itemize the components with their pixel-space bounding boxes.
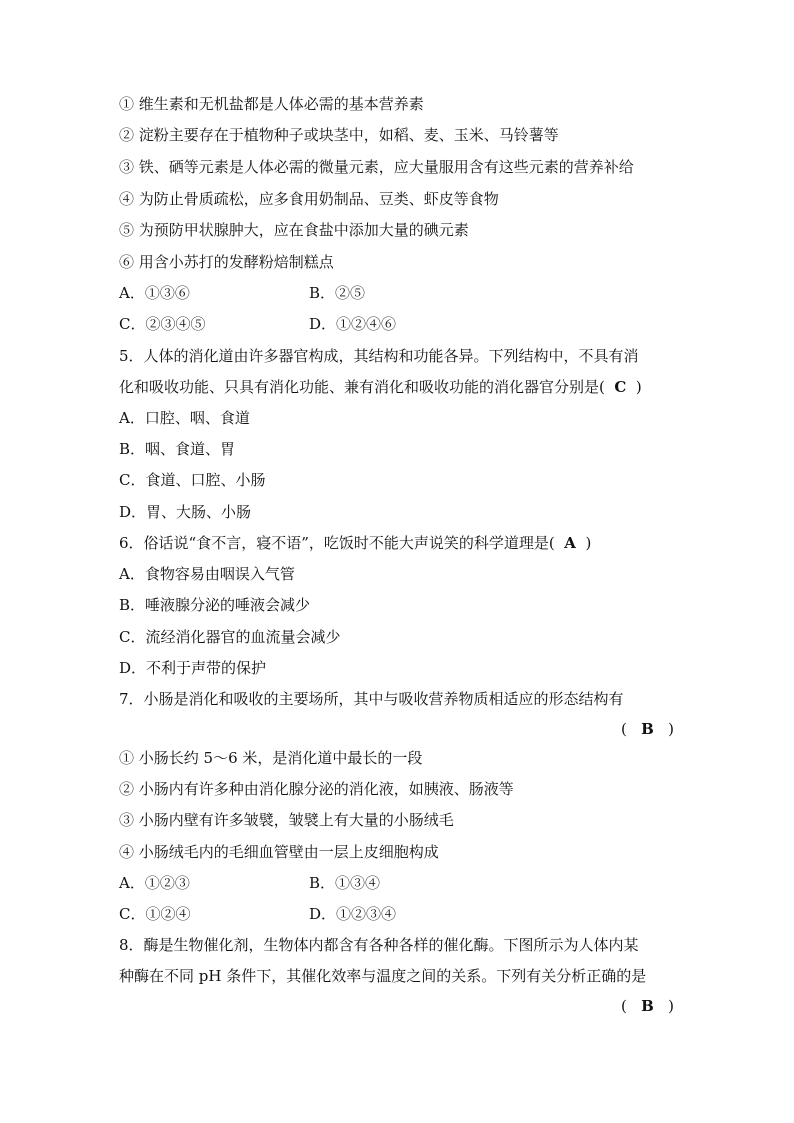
q7-answer: B: [641, 720, 654, 738]
q7-open-paren: (: [620, 720, 627, 738]
q7-options-row-2: [119, 904, 679, 924]
q6-option-c: C．流经消化器官的血流量会减少: [119, 628, 341, 646]
q4-item-6: ⑥ 用含小苏打的发酵粉焙制糕点: [119, 253, 334, 271]
q7-item-4: ④ 小肠绒毛内的毛细血管壁由一层上皮细胞构成: [119, 843, 439, 861]
q7-option-d: D．①②③④: [309, 905, 397, 923]
q4-option-b: B．②⑤: [309, 284, 366, 302]
q7-close-paren: ): [668, 720, 674, 738]
q7-option-c: C．①②④: [119, 905, 191, 923]
q4-item-4: ④ 为防止骨质疏松，应多食用奶制品、豆类、虾皮等食物: [119, 190, 499, 208]
q8-answer: B: [641, 997, 654, 1015]
q7-option-b: B．①③④: [309, 874, 381, 892]
q5-answer: C: [614, 378, 627, 396]
q7-item-2: ② 小肠内有许多种由消化腺分泌的消化液，如胰液、肠液等: [119, 780, 514, 798]
q8-answer-bracket: [119, 996, 674, 1016]
q6-stem: [119, 533, 679, 553]
q6-option-a: A．食物容易由咽误入气管: [119, 565, 295, 583]
q5-option-b: B．咽、食道、胃: [119, 440, 236, 458]
q6-answer: A: [564, 534, 576, 552]
q4-item-1: ① 维生素和无机盐都是人体必需的基本营养素: [119, 95, 424, 113]
q4-option-c: C．②③④⑤: [119, 315, 206, 333]
q7-answer-bracket: [119, 719, 674, 739]
q7-item-3: ③ 小肠内壁有许多皱襞，皱襞上有大量的小肠绒毛: [119, 811, 454, 829]
q4-option-a: A．①③⑥: [119, 284, 190, 302]
q5-option-c: C．食道、口腔、小肠: [119, 471, 266, 489]
q5-option-a: A．口腔、咽、食道: [119, 409, 250, 427]
q7-stem: 7．小肠是消化和吸收的主要场所，其中与吸收营养物质相适应的形态结构有: [119, 690, 624, 708]
q4-item-5: ⑤ 为预防甲状腺肿大，应在食盐中添加大量的碘元素: [119, 221, 469, 239]
q4-option-d: D．①②④⑥: [309, 315, 397, 333]
q6-close-paren: ): [585, 534, 592, 552]
q5-stem-text: 化和吸收功能、只具有消化功能、兼有消化和吸收功能的消化器官分别是(: [119, 378, 605, 396]
q6-stem-text: 6．俗话说“食不言，寝不语”，吃饭时不能大声说笑的科学道理是(: [119, 534, 555, 552]
q6-option-d: D．不利于声带的保护: [119, 659, 267, 677]
q7-option-a: A．①②③: [119, 874, 190, 892]
q8-stem-line-1: 8．酶是生物催化剂，生物体内都含有各种各样的催化酶。下图所示为人体内某: [119, 936, 639, 954]
q4-options-row-1: [119, 283, 679, 303]
q7-item-1: ① 小肠长约 5～6 米，是消化道中最长的一段: [119, 749, 423, 767]
q5-close-paren: ): [635, 378, 642, 396]
q6-option-b: B．唾液腺分泌的唾液会减少: [119, 596, 311, 614]
q8-open-paren: (: [620, 997, 627, 1015]
q4-item-2: ② 淀粉主要存在于植物种子或块茎中，如稻、麦、玉米、马铃薯等: [119, 126, 559, 144]
q5-stem-line-2: [119, 377, 679, 397]
q4-options-row-2: [119, 314, 679, 334]
q5-stem-line-1: 5．人体的消化道由许多器官构成，其结构和功能各异。下列结构中，不具有消: [119, 347, 639, 365]
q5-option-d: D．胃、大肠、小肠: [119, 503, 252, 521]
q7-options-row-1: [119, 873, 679, 893]
q8-stem-line-2: 种酶在不同 pH 条件下，其催化效率与温度之间的关系。下列有关分析正确的是: [119, 967, 647, 985]
q4-item-3: ③ 铁、硒等元素是人体必需的微量元素，应大量服用含有这些元素的营养补给: [119, 158, 634, 176]
q8-close-paren: ): [668, 997, 674, 1015]
